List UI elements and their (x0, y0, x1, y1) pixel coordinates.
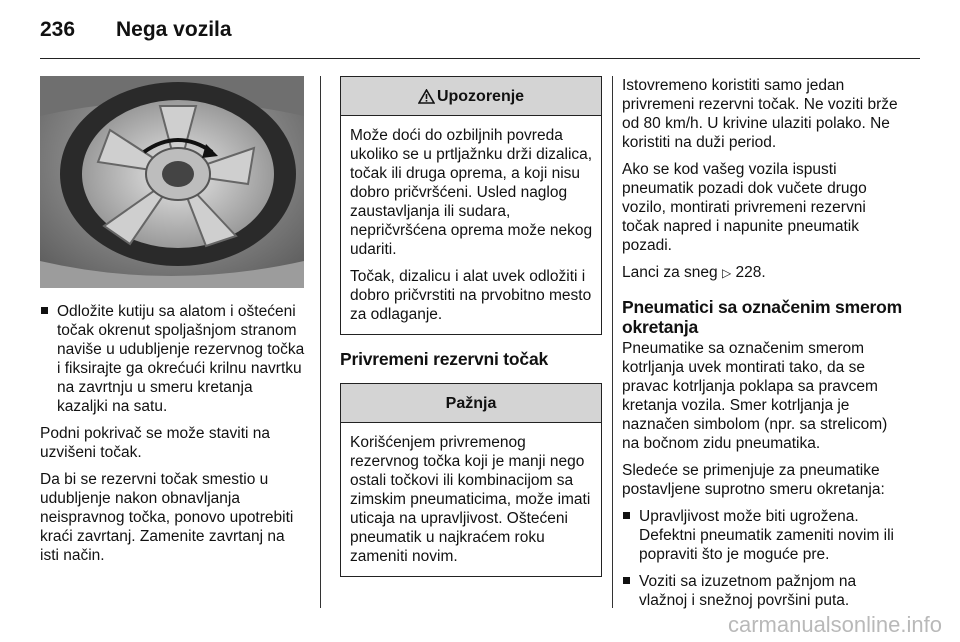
paragraph: Ako se kod vašeg vozila ispusti pneumatik pozadi dok vučete drugo vozilo, montirati privremeni rezervni točak napred i napunite pneumatik pozadi. (622, 161, 867, 254)
warning-box (340, 76, 602, 335)
page-header (40, 18, 920, 56)
list-item: Odložite kutiju sa alatom i oštećeni točak okrenut spoljašnjom stranom naviše u udubljenje rezervnog točka i fiksirajte ga okrećući krilnu navrtku na zavrtnju u smeru kretanja kazaljki na satu. (40, 302, 305, 416)
chapter-title: Nega vozila (116, 18, 232, 41)
spare-wheel-photo (40, 76, 304, 288)
list-item: Upravljivost može biti ugrožena. Defektni pneumatik zameniti novim ili popraviti što je moguće pre. (622, 507, 907, 564)
notice-text: Korišćenjem privremenog rezervnog točka koji je manji nego ostali točkovi ili kombinacijom sa zimskim pneumaticima, može imati uticaja na upravljivost. Oštećeni pneumatik u najkraćem roku zameniti novim. (350, 434, 591, 565)
paragraph: Sledeće se primenjuje za pneumatike postavljene suprotno smeru okretanja: (622, 462, 885, 498)
section-heading: Pneumatici sa označenim smerom okretanja (622, 297, 902, 337)
column-left (40, 76, 305, 573)
column-divider-1 (320, 76, 321, 608)
paragraph: Lanci za sneg ▷ 228. (622, 264, 766, 281)
notice-title: Pažnja (445, 394, 497, 412)
column-divider-2 (612, 76, 613, 608)
list-item: Voziti sa izuzetnom pažnjom na vlažnoj i snežnoj površini puta. (622, 572, 907, 610)
warning-triangle-icon (418, 89, 435, 104)
watermark: carmanualsonline.info (727, 612, 942, 637)
paragraph: Podni pokrivač se može staviti na uzvišeni točak. (40, 425, 271, 461)
warning-text: Točak, dizalicu i alat uvek odložiti i dobro pričvrstiti na prvobitno mesto za odlaganje. (350, 268, 592, 323)
page-number: 236 (40, 18, 76, 41)
cross-reference-icon: ▷ (721, 266, 732, 280)
paragraph: Istovremeno koristiti samo jedan privremeni rezervni točak. Ne voziti brže od 80 km/h. U krivine ulaziti polako. Ne koristiti na duži period. (622, 77, 898, 151)
warning-text: Može doći do ozbiljnih povreda ukoliko se u prtljažnku drži dizalica, točak ili druga oprema, a koji nisu dobro pričvršćeni. Usled naglog zaustavljanja ili sudara, nepričvršćena oprema može nekog udariti. (350, 127, 593, 258)
header-divider (40, 58, 920, 59)
paragraph: Pneumatike sa označenim smerom kotrljanja uvek montirati tako, da se pravac kotrljanja poklapa sa pravcem kretanja vozila. Smer kotrljanja je naznačen simbolom (npr. sa strelicom) na bočnom zidu pneumatika. (622, 340, 888, 452)
page-reference-link[interactable]: 228. (735, 264, 766, 281)
column-middle (340, 76, 602, 591)
notice-box (340, 383, 602, 577)
section-heading: Privremeni rezervni točak (340, 349, 549, 369)
column-right (622, 76, 907, 618)
paragraph: Da bi se rezervni točak smestio u udubljenje nakon obnavljanja neispravnog točka, ponovo upotrebiti kraći zavrtanj. Zamenite zavrtanj na isti način. (40, 471, 294, 564)
warning-title: Upozorenje (436, 87, 525, 105)
